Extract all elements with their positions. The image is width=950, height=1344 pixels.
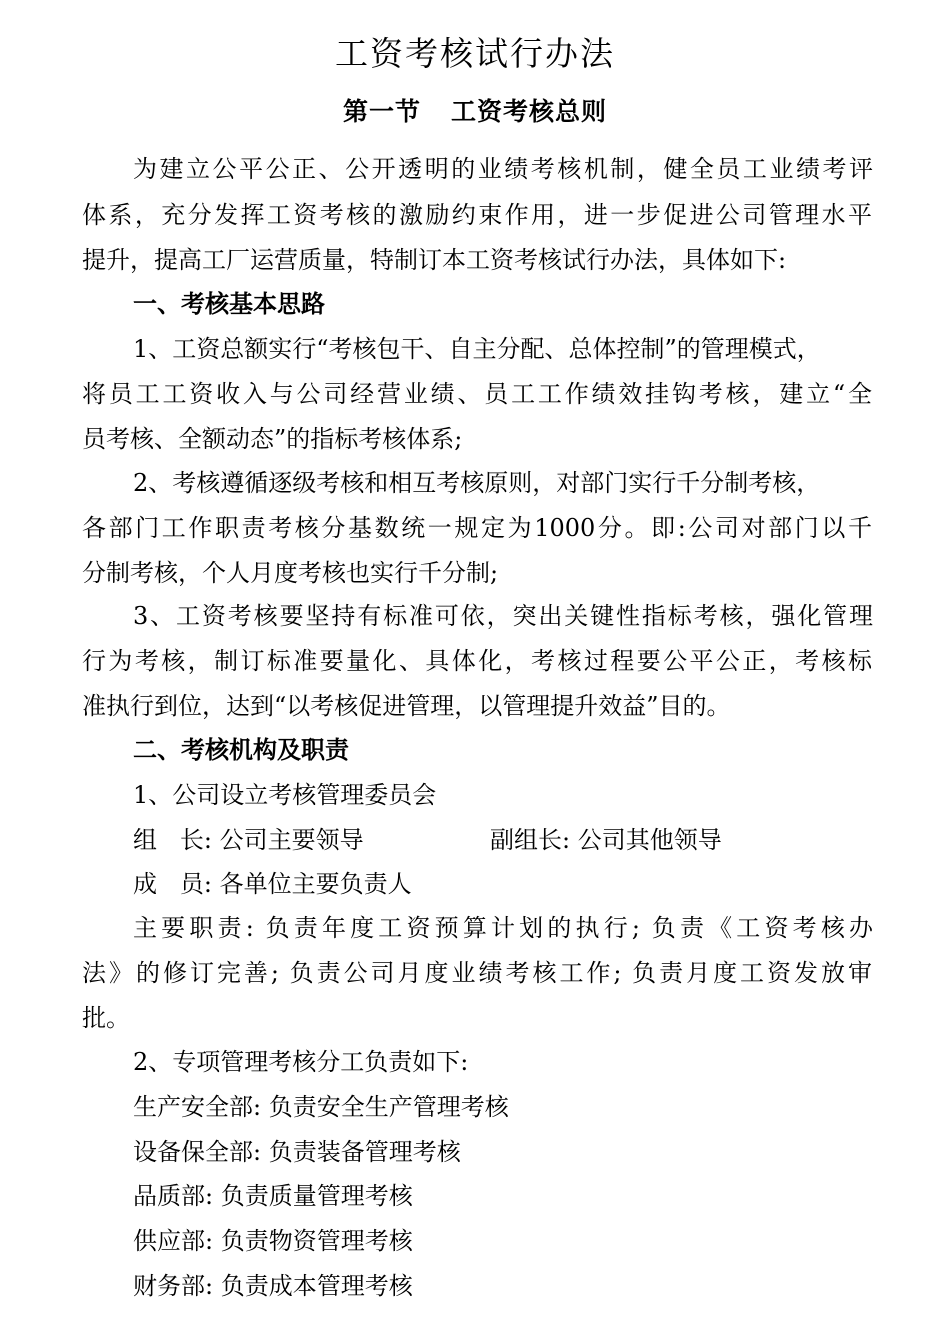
intro-line: 提升，提高工厂运营质量，特制订本工资考核试行办法，具体如下: <box>82 246 787 274</box>
part1-item2-line: 各部门工作职责考核分基数统一规定为1000分。即:公司对部门以千 <box>82 514 872 542</box>
department-line: 财务部: 负责成本管理考核 <box>133 1272 413 1300</box>
duties-line: 法》的修订完善; 负责公司月度业绩考核工作; 负责月度工资发放审 <box>82 959 872 987</box>
part1-item2-line: 2、考核遵循逐级考核和相互考核原则，对部门实行千分制考核， <box>133 469 821 497</box>
intro-line: 为建立公平公正、公开透明的业绩考核机制，健全员工业绩考评 <box>133 155 873 183</box>
section-number: 第一节 <box>342 97 421 126</box>
committee-members: 成 员: 各单位主要负责人 <box>133 870 412 898</box>
committee-leader: 组 长: 公司主要领导 <box>133 826 364 854</box>
committee-row <box>133 825 873 855</box>
department-line: 生产安全部: 负责安全生产管理考核 <box>133 1093 509 1121</box>
department-line: 供应部: 负责物资管理考核 <box>133 1227 413 1255</box>
part1-item3-line: 3、工资考核要坚持有标准可依，突出关键性指标考核，强化管理 <box>133 602 873 630</box>
duties-line: 主要职责: 负责年度工资预算计划的执行; 负责《工资考核办 <box>133 914 873 942</box>
part1-item1-line: 将员工工资收入与公司经营业绩、员工工作绩效挂钩考核，建立“全 <box>82 380 872 408</box>
part1-heading: 一、考核基本思路 <box>133 290 325 318</box>
part1-item3-line: 行为考核，制订标准要量化、具体化，考核过程要公平公正，考核标 <box>82 647 872 675</box>
part2-heading: 二、考核机构及职责 <box>133 736 349 764</box>
document-title: 工资考核试行办法 <box>335 34 615 73</box>
committee-deputy: 副组长: 公司其他领导 <box>490 826 722 854</box>
part1-item1-line: 员考核、全额动态”的指标考核体系; <box>82 425 463 453</box>
part1-item1-line: 1、工资总额实行“考核包干、自主分配、总体控制”的管理模式， <box>133 335 821 363</box>
part1-item2-line: 分制考核，个人月度考核也实行千分制; <box>82 559 499 587</box>
section-title <box>0 92 950 128</box>
part2-item2: 2、专项管理考核分工负责如下: <box>133 1048 469 1076</box>
section-name: 工资考核总则 <box>451 97 608 126</box>
department-line: 品质部: 负责质量管理考核 <box>133 1182 413 1210</box>
part2-item1: 1、公司设立考核管理委员会 <box>133 781 437 809</box>
duties-line: 批。 <box>82 1004 130 1032</box>
department-line: 设备保全部: 负责装备管理考核 <box>133 1138 461 1166</box>
intro-line: 体系，充分发挥工资考核的激励约束作用，进一步促进公司管理水平 <box>82 201 872 229</box>
part1-item3-line: 准执行到位，达到“以考核促进管理，以管理提升效益”目的。 <box>82 692 731 720</box>
